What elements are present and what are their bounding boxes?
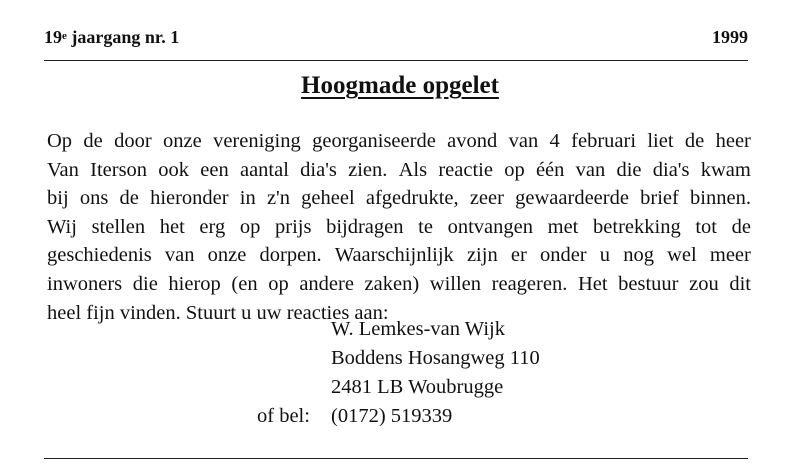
body-word: bij	[47, 187, 69, 210]
body-word: ons	[79, 187, 109, 210]
body-word: geheel	[301, 187, 355, 210]
body-word: hieronder	[150, 187, 229, 210]
body-word: Als	[398, 158, 428, 181]
body-word: georganiseerde	[312, 130, 436, 152]
issue-text: jaargang nr. 1	[66, 27, 180, 47]
body-line	[47, 127, 751, 156]
body-word: Waarschijnlijk	[334, 244, 454, 267]
body-word: kwam	[700, 158, 751, 181]
body-word: heer	[715, 130, 751, 152]
body-word: Wij	[47, 215, 77, 238]
body-word: door	[114, 130, 152, 152]
body-word: van	[508, 130, 539, 152]
body-word: tot	[695, 215, 717, 238]
body-word: te	[418, 215, 433, 238]
body-word: met	[547, 215, 579, 238]
contact-name: W. Lemkes-van Wijk	[331, 318, 505, 340]
body-word: op	[239, 215, 261, 238]
contact-phone: (0172) 519339	[331, 405, 453, 427]
body-word: zeer	[469, 187, 504, 210]
body-word: u	[599, 244, 611, 267]
body-word: zijn	[466, 244, 498, 267]
body-word: reactie	[438, 158, 493, 181]
body-word: op	[504, 158, 525, 181]
body-word: Op	[47, 130, 73, 152]
body-line	[47, 241, 751, 270]
contact-street: Boddens Hosangweg 110	[331, 347, 540, 369]
body-word: zou	[689, 272, 719, 295]
body-word: betrekking	[593, 215, 681, 238]
body-word: reageren.	[491, 272, 568, 295]
body-word: zaken)	[364, 272, 420, 295]
body-word: een	[200, 158, 229, 181]
body-word: gewaardeerde	[515, 187, 629, 210]
body-word: wel	[667, 244, 697, 267]
article-body	[47, 127, 751, 327]
body-word: Iterson	[90, 158, 148, 181]
article-title	[0, 70, 800, 102]
body-word: hierop	[168, 272, 221, 295]
issue-label	[44, 26, 179, 48]
body-word: nog	[623, 244, 654, 267]
body-word: inwoners	[47, 272, 123, 295]
issue-number: 19	[44, 27, 62, 47]
body-word: de	[684, 130, 705, 152]
body-word: in	[239, 187, 256, 210]
body-line	[47, 156, 751, 185]
body-line	[47, 270, 751, 299]
body-line	[47, 184, 751, 213]
body-word: van	[575, 158, 606, 181]
body-word: er	[510, 244, 527, 267]
body-word: onze	[207, 244, 247, 267]
body-word: ook	[158, 158, 190, 181]
body-word: avond	[447, 130, 498, 152]
body-word: (en	[231, 272, 258, 295]
body-word: 4	[549, 130, 560, 152]
phone-label: of bel:	[257, 405, 310, 427]
body-word: van	[164, 244, 195, 267]
body-word: bijdragen	[326, 215, 404, 238]
issue-superscript: e	[62, 30, 67, 42]
contact-city: 2481 LB Woubrugge	[331, 376, 504, 398]
body-word: binnen.	[690, 187, 751, 210]
body-word: bestuur	[618, 272, 679, 295]
contact-address	[0, 315, 800, 431]
body-word: z'n	[266, 187, 290, 210]
body-word: andere	[299, 272, 354, 295]
body-word: meer	[709, 244, 751, 267]
body-word: dia's	[652, 158, 690, 181]
body-word: afgedrukte,	[365, 187, 459, 210]
top-rule	[44, 60, 748, 61]
body-line: heel fijn vinden. Stuurt u uw reacties aan:	[47, 301, 389, 324]
body-word: op	[268, 272, 289, 295]
body-word: het	[159, 215, 185, 238]
body-line	[47, 213, 751, 242]
body-word: brief	[640, 187, 679, 210]
body-word: de	[731, 215, 751, 238]
body-word: zien.	[348, 158, 388, 181]
body-word: aantal	[239, 158, 289, 181]
body-word: ontvangen	[447, 215, 533, 238]
bottom-rule	[44, 458, 748, 459]
body-word: die	[616, 158, 642, 181]
body-word: Het	[577, 272, 608, 295]
body-word: de	[83, 130, 103, 152]
body-word: één	[535, 158, 565, 181]
body-word: onze	[163, 130, 202, 152]
body-word: onder	[539, 244, 587, 267]
body-word: dit	[729, 272, 751, 295]
body-word: stellen	[91, 215, 146, 238]
article-title-text: Hoogmade opgelet	[301, 72, 499, 99]
body-word: prijs	[275, 215, 312, 238]
body-word: Van	[47, 158, 79, 181]
body-word: geschiedenis	[47, 244, 152, 267]
year-label: 1999	[712, 27, 748, 47]
body-word: dorpen.	[259, 244, 322, 267]
body-word: willen	[429, 272, 482, 295]
body-word: dia's	[300, 158, 337, 181]
body-word: die	[132, 272, 158, 295]
body-word: vereniging	[213, 130, 301, 152]
body-word: de	[119, 187, 139, 210]
body-word: liet	[647, 130, 674, 152]
body-word: februari	[571, 130, 637, 152]
body-word: erg	[199, 215, 226, 238]
